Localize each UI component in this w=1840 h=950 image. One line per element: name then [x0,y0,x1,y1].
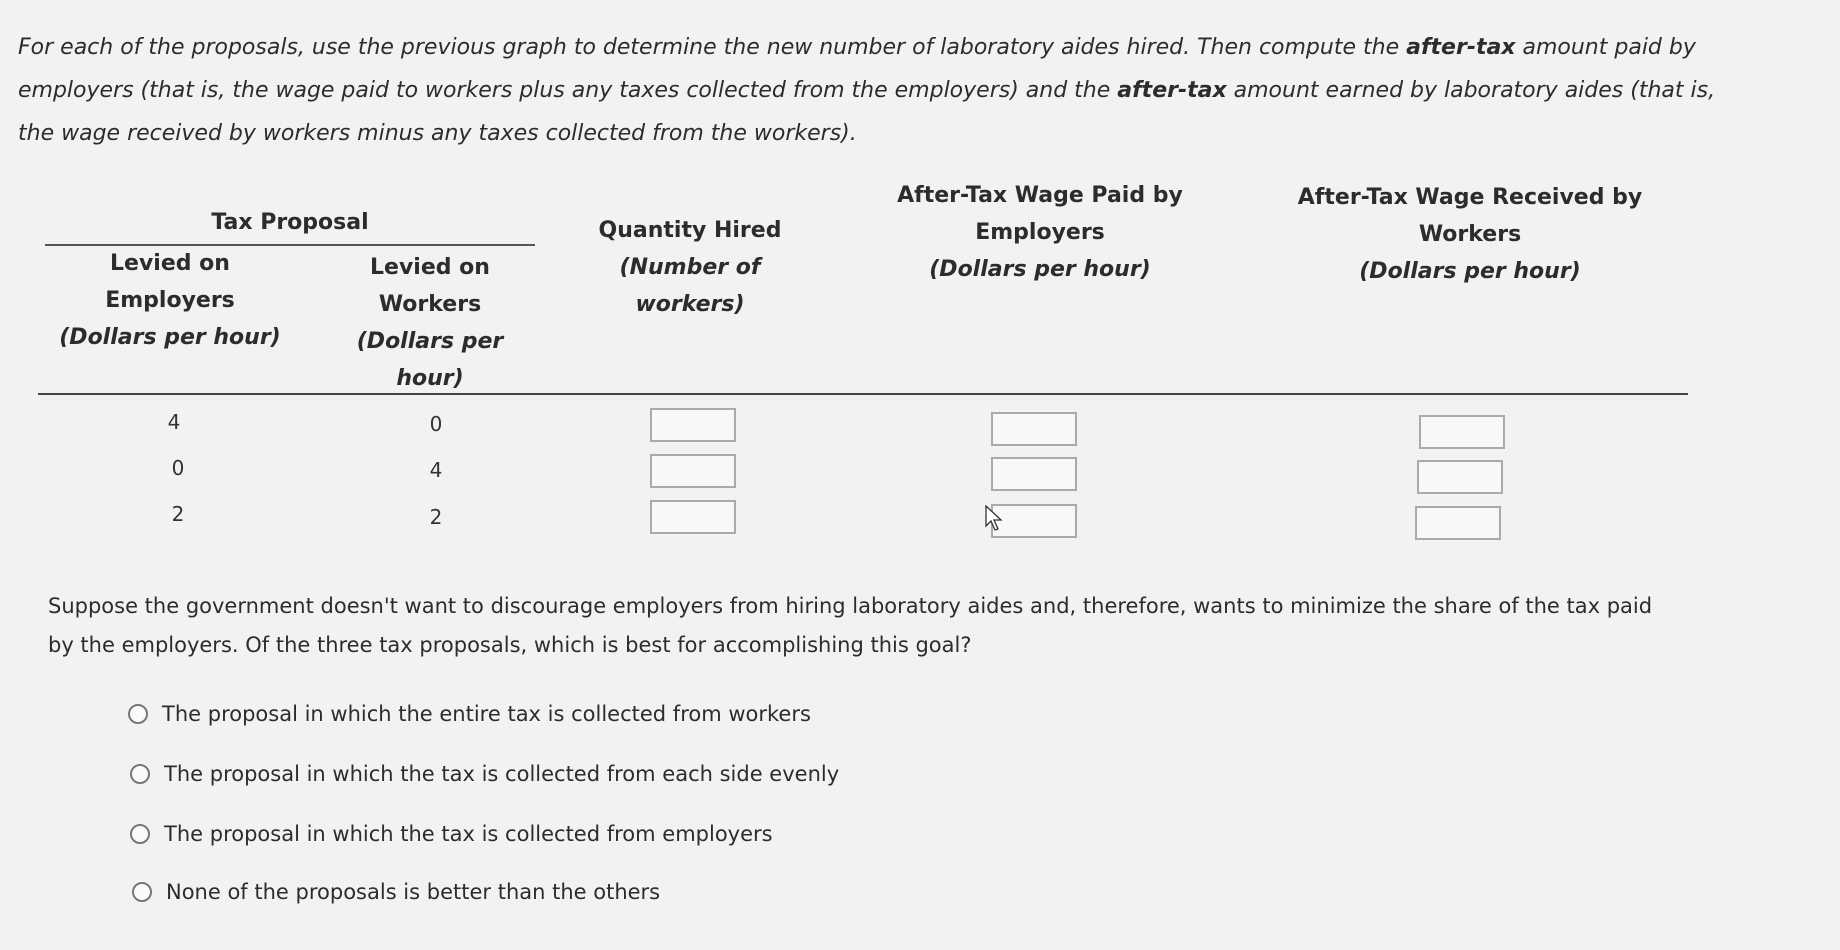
row1-employers-tax: 4 [167,410,181,434]
wage-received-header [1270,179,1670,290]
tax-proposal-header: Tax Proposal [211,210,369,235]
row1-quantity-input[interactable] [650,408,736,442]
row3-workers-tax: 2 [429,505,443,529]
row2-quantity-input[interactable] [650,454,736,488]
radio-icon[interactable] [130,764,150,784]
option-none[interactable] [132,880,660,904]
workers-header-line2: Workers [378,292,482,317]
instructions-part2: amount paid by employers (that is, the wage paid to workers plus any taxes collected from the employers) and the [18,35,1696,103]
instructions-part3: amount earned by laboratory aides (that is, the wage received by workers minus any taxes collected from the workers). [18,78,1716,146]
quantity-header-unit1: (Number of [619,255,761,280]
option-label: The proposal in which the tax is collected from each side evenly [164,762,840,786]
instructions [18,26,1718,155]
employers-header-line2: Employers [105,288,235,313]
workers-header-unit2: hour) [396,366,464,391]
quantity-hired-header [585,212,795,323]
received-header-line1: After-Tax Wage Received by [1297,185,1643,210]
radio-icon[interactable] [130,824,150,844]
row3-employers-tax: 2 [171,502,185,526]
radio-icon[interactable] [132,882,152,902]
option-label: None of the proposals is better than the others [166,880,661,904]
row3-paid-input[interactable] [991,504,1077,538]
option-workers[interactable] [128,702,811,726]
row1-received-input[interactable] [1419,415,1505,449]
option-employers[interactable] [130,822,773,846]
row2-workers-tax: 4 [429,458,443,482]
received-header-unit: (Dollars per hour) [1359,259,1581,284]
radio-icon[interactable] [128,704,148,724]
row2-employers-tax: 0 [171,456,185,480]
row1-paid-input[interactable] [991,412,1077,446]
employers-header-line1: Levied on [110,251,230,276]
workers-header-line1: Levied on [370,255,490,280]
workers-header-unit1: (Dollars per [356,329,504,354]
paid-header-unit: (Dollars per hour) [929,257,1151,282]
instructions-part1: For each of the proposals, use the previous graph to determine the new number of laboratory aides hired. Then compute the [18,35,1407,60]
received-header-line2: Workers [1418,222,1522,247]
row3-quantity-input[interactable] [650,500,736,534]
paid-header-line1: After-Tax Wage Paid by [897,183,1183,208]
quantity-header-unit2: workers) [635,292,745,317]
row3-received-input[interactable] [1415,506,1501,540]
levied-on-employers-header [40,245,300,356]
levied-on-workers-header [330,249,530,397]
option-label: The proposal in which the entire tax is collected from workers [162,702,811,726]
row1-workers-tax: 0 [429,412,443,436]
row2-paid-input[interactable] [991,457,1077,491]
instructions-bold1: after-tax [1406,35,1516,60]
quantity-header-title: Quantity Hired [598,218,782,243]
paid-header-line2: Employers [975,220,1105,245]
row2-received-input[interactable] [1417,460,1503,494]
option-evenly[interactable] [130,762,839,786]
table-header-divider [38,393,1688,395]
employers-header-unit: (Dollars per hour) [59,325,281,350]
mouse-pointer-icon [985,505,1003,531]
instructions-bold2: after-tax [1117,78,1227,103]
option-label: The proposal in which the tax is collected from employers [164,822,773,846]
question-text: Suppose the government doesn't want to discourage employers from hiring laboratory aides and, therefore, wants to minimize the share of the tax paid by the employers. Of the three tax proposals, which is best for accomplishing this goal? [48,594,1653,657]
wage-paid-header [870,177,1210,288]
